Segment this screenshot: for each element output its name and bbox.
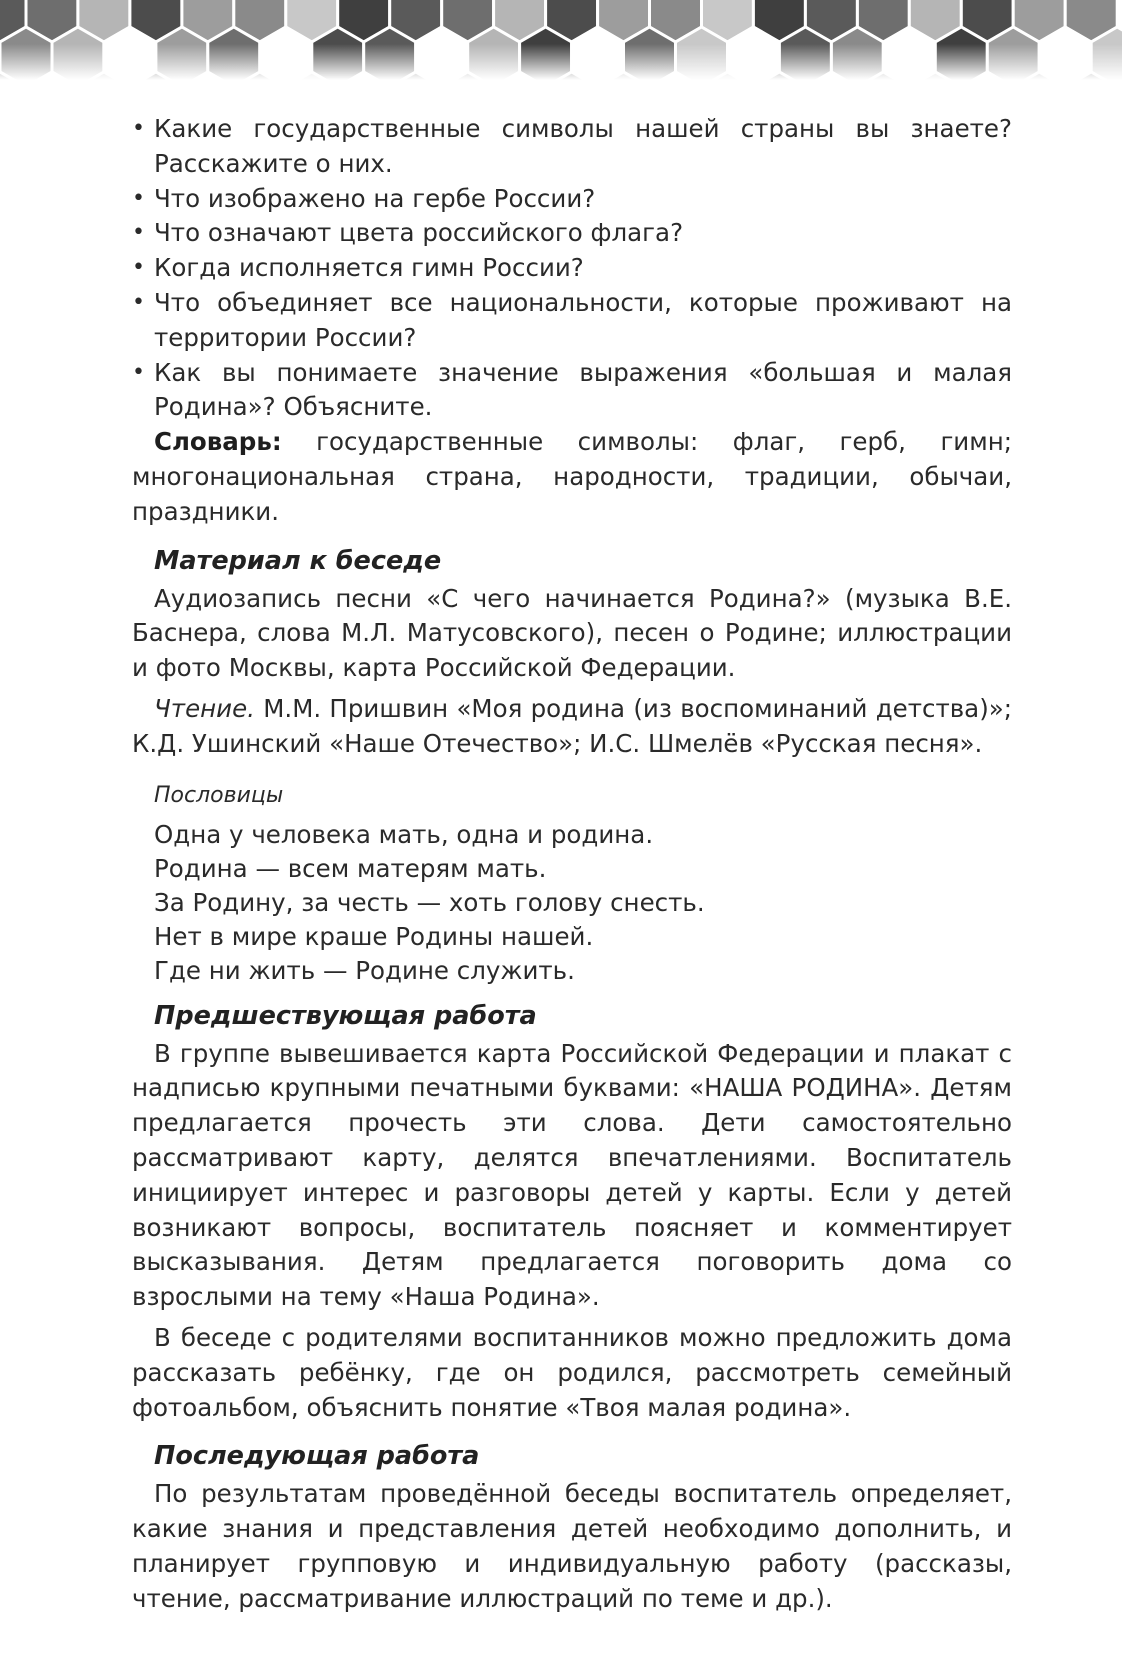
list-item: • Что объединяет все национальности, которые проживают на территории России? [132,287,1012,352]
hexagon-fade-overlay [0,0,1122,80]
reading-text: М.М. Пришвин «Моя родина (из воспоминаний детства)»; К.Д. Ушинский «Наше Отечество»; И.С. Шмелёв «Русская песня». [132,693,1012,758]
bullet-icon: • [132,359,145,385]
following-work-title: Последующая работа [154,1441,480,1472]
preceding-work-paragraph: В беседе с родителями воспитанников можно предложить дома рассказать ребёнку, где он родился, рассмотреть семейный фотоальбом, объяснить понятие «Твоя малая родина». [132,1322,1012,1422]
page-content [132,112,1012,1617]
proverbs-heading: Пословицы [154,782,284,808]
proverb-line: Родина — всем матерям мать. [154,853,547,883]
proverb-line: За Родину, за честь — хоть голову снесть. [154,887,705,917]
list-item: • Что означают цвета российского флага? [132,216,1012,251]
bullet-icon: • [132,220,145,246]
list-item: • Какие государственные символы нашей страны вы знаете? Расскажите о них. [132,114,1012,178]
preceding-work-title: Предшествующая работа [154,1000,537,1031]
list-item: • Что изображено на гербе России? [132,182,1012,217]
reading-label: Чтение. [154,693,255,723]
list-item: • Когда исполняется гимн России? [132,251,1012,286]
vocabulary-text: государственные символы: флаг, герб, гимн; многонациональная страна, народности, традиции, обычаи, праздники. [132,427,1012,526]
bullet-icon: • [132,185,145,211]
hexagon-header-decoration [0,0,1122,80]
list-item: • Как вы понимаете значение выражения «большая и малая Родина»? Объясните. [132,357,1012,422]
bullet-icon: • [132,116,145,141]
proverb-line: Нет в мире краше Родины нашей. [154,922,594,952]
bullet-icon: • [132,255,145,281]
vocabulary-label: Словарь: [154,427,282,457]
proverb-line: Одна у человека мать, одна и родина. [154,819,654,849]
bullet-icon: • [132,289,145,315]
preceding-work-paragraph: В группе вывешивается карта Российской Федерации и плакат с надписью крупными печатными буквами: «НАША РОДИНА». Детям предлагается прочесть эти слова. Дети самостоятельно рассматривают карту, делятся впечатлениями. Воспитатель инициирует интерес и разговоры детей у карты. Если у детей возникают вопросы, воспитатель поясняет и комментирует высказывания. Детям предлагается поговорить дома со взрослыми на тему «Наша Родина». [132,1038,1012,1312]
following-work-paragraph: По результатам проведённой беседы воспитатель определяет, какие знания и представления детей необходимо дополнить, и планирует групповую и индивидуальную работу (рассказы, чтение, рассматривание иллюстраций по теме и др.). [132,1479,1012,1613]
hexagon-pattern [0,0,1122,80]
vocabulary-paragraph [132,425,1012,529]
proverb-line: Где ни жить — Родине служить. [154,956,575,986]
reading-paragraph [132,692,1012,762]
question-list [132,112,1012,425]
material-paragraph: Аудиозапись песни «С чего начинается Родина?» (музыка В.Е. Баснера, слова М.Л. Матусовского), песен о Родине; иллюстрации и фото Москвы, карта Российской Федерации. [132,583,1012,683]
material-section-title: Материал к беседе [154,545,442,576]
